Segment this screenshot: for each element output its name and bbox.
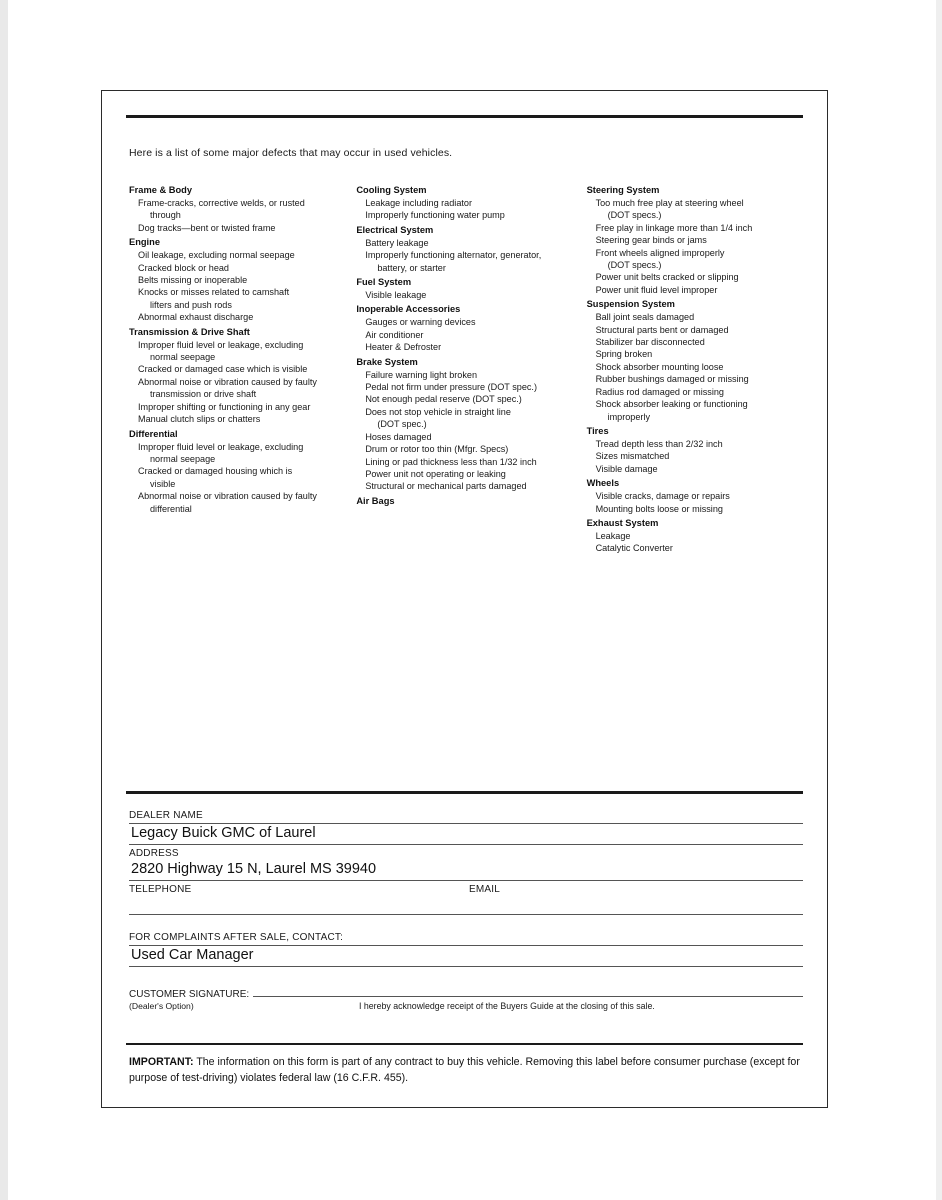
defect-group [129,235,356,323]
telephone-label: TELEPHONE [129,884,192,895]
defect-item: Lining or pad thickness less than 1/32 inch [365,456,537,467]
defect-list [356,316,586,353]
address-label: ADDRESS [129,848,179,859]
defects-column-3 [587,183,807,556]
page-edge-right [936,0,942,1200]
defect-item: Gauges or warning devices [365,317,476,328]
defect-item: Improper shifting or functioning in any gear [138,401,311,412]
telephone-email-row [129,883,803,896]
defect-group-title: Transmission & Drive Shaft [129,326,250,337]
defect-item-continuation: (DOT spec.) [377,419,427,430]
defect-list [587,311,807,423]
intro-text: Here is a list of some major defects that may occur in used vehicles. [129,147,453,159]
defect-list [356,237,586,274]
defect-item: Shock absorber leaking or functioning improperly [596,398,807,423]
defect-item-continuation: battery, or starter [377,262,446,273]
defect-list [356,197,586,222]
signature-row [129,989,803,1000]
defect-group [356,223,586,274]
important-text: The information on this form is part of any contract to buy this vehicle. Removing this label before consumer purchase (except for purpose of test-driving) violates federal law (16 C.F.R. 455). [129,1056,800,1084]
defect-item: Dog tracks—bent or twisted frame [138,222,276,233]
defect-group-title: Fuel System [356,277,412,288]
defect-group-title: Wheels [586,478,620,489]
defect-group-title: Inoperable Accessories [356,304,461,315]
defect-item: Rubber bushings damaged or missing [595,374,749,385]
defect-group [587,424,807,475]
defects-column-2 [356,183,586,556]
defect-item: Visible cracks, damage or repairs [595,491,730,502]
dealer-option-note: (Dealer's Option) [129,1001,194,1011]
defect-item: Not enough pedal reserve (DOT spec.) [365,394,522,405]
defect-group-title: Differential [129,428,178,439]
defect-group [129,325,356,426]
defect-group-title: Brake System [356,356,418,367]
divider-top [126,115,803,118]
complaints-field [129,931,803,967]
defect-list [129,339,356,426]
dealer-info-block [129,809,803,1011]
defect-item: Improper fluid level or leakage, excluding normal seepage [138,441,356,466]
defect-item: Structural parts bent or damaged [595,324,729,335]
divider-bottom [126,1043,803,1045]
defect-group [356,302,586,353]
defect-item: Power unit belts cracked or slipping [595,272,739,283]
important-heading: IMPORTANT: [129,1056,194,1068]
dealer-name-label: DEALER NAME [129,810,203,821]
defect-group [356,494,586,508]
defect-item: Air conditioner [365,329,424,340]
defect-item: Hoses damaged [365,431,432,442]
defects-columns [126,183,807,556]
defect-item-continuation: visible [150,478,176,489]
signature-subrow [129,1001,803,1011]
defect-item: Catalytic Converter [595,543,673,554]
defect-list [587,438,807,475]
important-notice [129,1054,801,1086]
defect-list [356,369,586,493]
defect-item: Mounting bolts loose or missing [595,503,723,514]
defect-item: Free play in linkage more than 1/4 inch [595,222,753,233]
defect-group-title: Engine [129,237,160,248]
complaints-rule [129,966,803,967]
defect-item: Drum or rotor too thin (Mfgr. Specs) [365,444,509,455]
defect-item: Steering gear binds or jams [595,235,707,246]
address-field [129,847,803,881]
defect-list [129,197,356,234]
defect-group [356,183,586,222]
defect-item: Knocks or misses related to camshaft lifters and push rods [138,286,356,311]
defect-item: Cracked or damaged case which is visible [138,364,308,375]
defect-item: Leakage [595,530,631,541]
complaints-value[interactable]: Used Car Manager [131,947,254,963]
defect-item: Belts missing or inoperable [138,275,248,286]
defect-item: Stabilizer bar disconnected [595,337,705,348]
defect-item: Frame-cracks, corrective welds, or rusted through [138,197,356,222]
defect-item-continuation: lifters and push rods [150,299,232,310]
defect-item-continuation: improperly [607,411,651,422]
defect-group [356,275,586,301]
defect-group [587,183,807,296]
address-rule [129,880,803,881]
defect-group-title: Suspension System [586,299,675,310]
defect-item: Manual clutch slips or chatters [138,414,261,425]
defect-item: Does not stop vehicle in straight line (DOT spec.) [365,406,586,431]
defect-item: Abnormal exhaust discharge [138,312,254,323]
defect-item: Cracked block or head [138,262,229,273]
telephone-email-rule [129,914,803,915]
defect-item: Spring broken [595,349,653,360]
defect-item: Cracked or damaged housing which is visible [138,465,356,490]
defect-item: Pedal not firm under pressure (DOT spec.) [365,382,537,393]
defect-group-title: Steering System [586,185,660,195]
defect-group-title: Electrical System [356,224,434,235]
defect-item-continuation: through [150,210,181,221]
defect-item: Structural or mechanical parts damaged [365,481,527,492]
defect-item: Visible leakage [365,290,427,301]
defect-item: Heater & Defroster [365,342,442,353]
defect-item-continuation: transmission or drive shaft [150,389,257,400]
defect-list [356,289,586,301]
defect-list [587,197,807,296]
defect-group-title: Cooling System [356,185,427,195]
defect-group [587,297,807,423]
defect-group-title: Exhaust System [586,517,659,528]
divider-middle [126,791,803,794]
defect-item: Failure warning light broken [365,369,478,380]
defect-group [587,476,807,515]
defect-item-continuation: (DOT specs.) [607,260,662,271]
defects-column-1 [126,183,356,556]
defect-item: Too much free play at steering wheel (DOT specs.) [596,197,807,222]
defect-item: Front wheels aligned improperly (DOT specs.) [596,247,807,272]
defect-group-title: Air Bags [356,495,395,506]
defect-item: Shock absorber mounting loose [595,361,724,372]
defect-group-title: Tires [586,425,609,436]
defect-item: Oil leakage, excluding normal seepage [138,250,295,261]
defect-group [129,427,356,515]
defect-item: Tread depth less than 2/32 inch [595,438,723,449]
defect-list [129,249,356,323]
defect-item: Visible damage [595,463,658,474]
signature-line[interactable] [253,996,803,997]
defect-item: Radius rod damaged or missing [595,386,724,397]
complaints-label: FOR COMPLAINTS AFTER SALE, CONTACT: [129,932,344,943]
defect-item: Battery leakage [365,237,429,248]
email-label: EMAIL [469,884,501,895]
signature-label: CUSTOMER SIGNATURE: [129,989,250,1000]
defect-item: Improper fluid level or leakage, excluding normal seepage [138,339,356,364]
defect-list [587,530,807,555]
defect-item: Power unit not operating or leaking [365,468,506,479]
defect-item-continuation: (DOT specs.) [607,210,662,221]
defect-list [587,490,807,515]
defect-item: Improperly functioning water pump [365,210,505,221]
dealer-name-value[interactable]: Legacy Buick GMC of Laurel [131,825,316,841]
defect-item: Improperly functioning alternator, generator, battery, or starter [365,249,586,274]
address-value[interactable]: 2820 Highway 15 N, Laurel MS 39940 [131,861,377,877]
defect-item: Abnormal noise or vibration caused by faulty differential [138,490,356,515]
page-edge-left [0,0,8,1200]
defect-group [129,183,356,234]
defect-item: Ball joint seals damaged [595,312,695,323]
defect-item: Leakage including radiator [365,198,472,208]
defect-item-continuation: normal seepage [150,453,216,464]
defect-group-title: Frame & Body [129,185,193,195]
defect-item-continuation: differential [150,503,192,514]
defect-list [129,441,356,515]
dealer-name-field [129,809,803,845]
defect-group [356,355,586,493]
defect-group [587,516,807,555]
buyers-guide-sheet [101,90,828,1108]
dealer-name-rule [129,844,803,845]
acknowledgement-text: I hereby acknowledge receipt of the Buyers Guide at the closing of this sale. [359,1001,655,1011]
defect-item: Sizes mismatched [595,451,670,462]
defect-item: Power unit fluid level improper [595,284,718,295]
defect-item: Abnormal noise or vibration caused by faulty transmission or drive shaft [138,376,356,401]
defect-item-continuation: normal seepage [150,352,216,363]
